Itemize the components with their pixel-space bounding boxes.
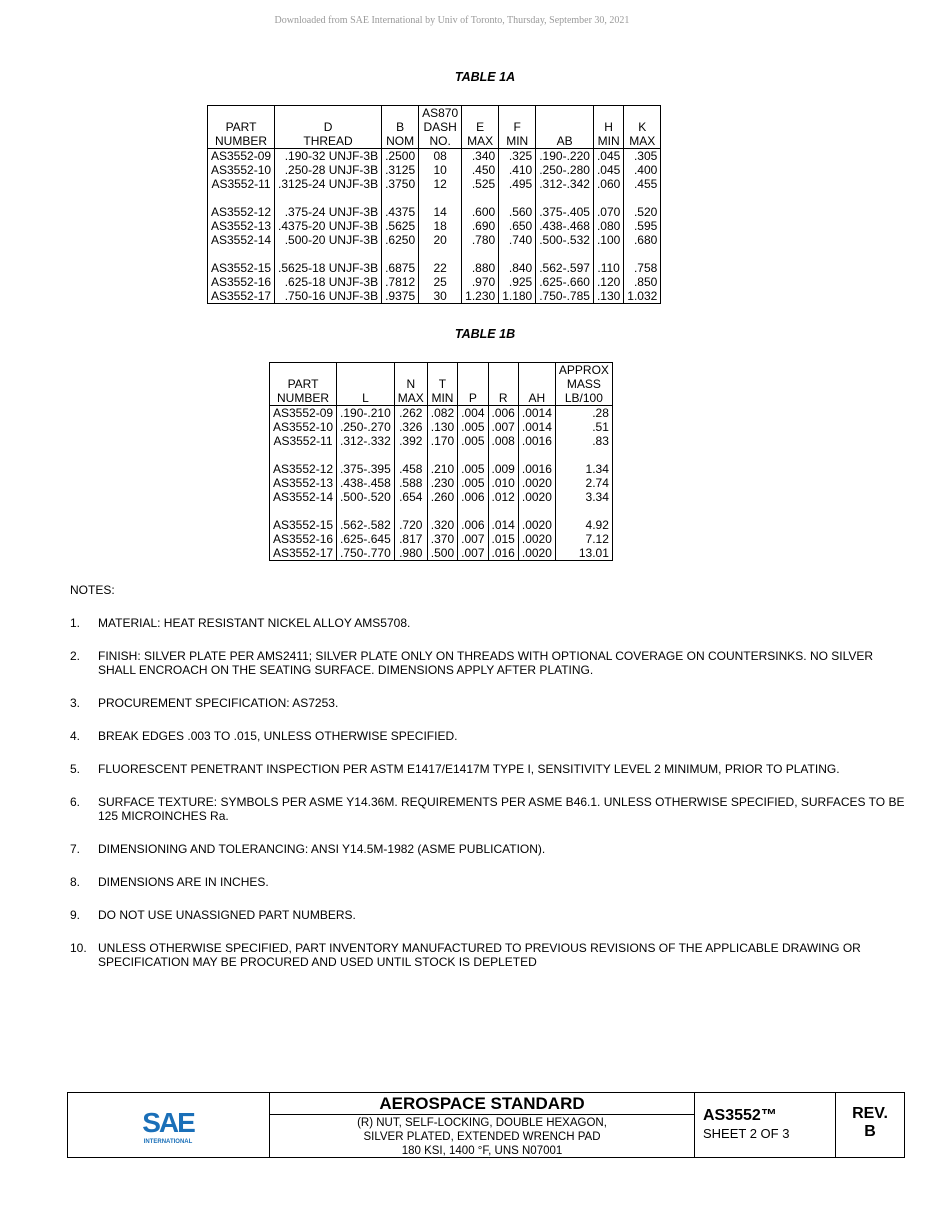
table-cell: AS3552-10 [270, 420, 337, 434]
table-cell: .970 [462, 275, 499, 289]
table-cell: .720 [394, 518, 427, 532]
table-row [270, 518, 613, 532]
note-item [70, 696, 910, 710]
table-cell: .007 [458, 546, 488, 561]
table-spacer-cell [394, 448, 427, 462]
table-cell: .305 [624, 149, 661, 164]
table-cell: .0020 [518, 546, 555, 561]
table-cell: .5625 [382, 219, 419, 233]
table-spacer-cell [208, 191, 275, 205]
table-row [208, 233, 661, 247]
table-cell: .400 [624, 163, 661, 177]
table-row [208, 289, 661, 304]
table-cell: AS3552-14 [270, 490, 337, 504]
table-row [270, 434, 613, 448]
table-cell: .740 [499, 233, 536, 247]
table-cell: .980 [394, 546, 427, 561]
table-cell: .340 [462, 149, 499, 164]
revision-cell [836, 1093, 904, 1157]
table-row-spacer [208, 247, 661, 261]
revision-value: B [864, 1123, 876, 1140]
notes-heading: NOTES: [70, 583, 115, 597]
table-cell: .680 [624, 233, 661, 247]
table-cell: .495 [499, 177, 536, 191]
table-row [208, 275, 661, 289]
note-number: 9. [70, 908, 81, 922]
table-spacer-cell [624, 191, 661, 205]
table-cell: .015 [488, 532, 518, 546]
table-cell: AS3552-15 [208, 261, 275, 275]
table-cell: .312-.332 [337, 434, 395, 448]
table-row [208, 219, 661, 233]
note-text: PROCUREMENT SPECIFICATION: AS7253. [98, 696, 339, 710]
document-number: AS3552™ [703, 1107, 777, 1124]
note-item [70, 875, 910, 889]
table-row [270, 462, 613, 476]
table-cell: .260 [427, 490, 457, 504]
table-cell: .525 [462, 177, 499, 191]
table-cell: .51 [555, 420, 612, 434]
table-1b-header-row [270, 363, 613, 406]
table-cell: 7.12 [555, 532, 612, 546]
note-number: 7. [70, 842, 81, 856]
note-text: MATERIAL: HEAT RESISTANT NICKEL ALLOY AMS5708. [98, 616, 411, 630]
table-cell: .83 [555, 434, 612, 448]
note-number: 6. [70, 795, 81, 809]
table-cell: .0020 [518, 532, 555, 546]
table-1a-title: TABLE 1A [454, 70, 516, 84]
note-text: DO NOT USE UNASSIGNED PART NUMBERS. [98, 908, 356, 922]
table-cell: 10 [419, 163, 462, 177]
table-cell: .850 [624, 275, 661, 289]
note-number: 1. [70, 616, 81, 630]
table-cell: AS3552-17 [208, 289, 275, 304]
description-line-3: 180 KSI, 1400 °F, UNS N07001 [401, 1145, 563, 1157]
table-cell: .750-.770 [337, 546, 395, 561]
table-cell: AS3552-10 [208, 163, 275, 177]
table-cell: .210 [427, 462, 457, 476]
table-cell: .007 [488, 420, 518, 434]
table-spacer-cell [536, 247, 594, 261]
table-1b-body [270, 406, 613, 561]
table-cell: .2500 [382, 149, 419, 164]
table-row [208, 177, 661, 191]
table-cell: .28 [555, 406, 612, 421]
sheet-number: SHEET 2 OF 3 [703, 1126, 790, 1141]
table-cell: 3.34 [555, 490, 612, 504]
table-row [270, 406, 613, 421]
table-row-spacer [270, 504, 613, 518]
table-cell: AS3552-14 [208, 233, 275, 247]
table-spacer-cell [458, 448, 488, 462]
table-spacer-cell [394, 504, 427, 518]
table-cell: .130 [593, 289, 623, 304]
table-cell: .817 [394, 532, 427, 546]
table-cell: .014 [488, 518, 518, 532]
table-spacer-cell [462, 247, 499, 261]
table-spacer-cell [427, 504, 457, 518]
table-cell: .6250 [382, 233, 419, 247]
table-cell: .3125-24 UNJF-3B [275, 177, 382, 191]
table-spacer-cell [419, 191, 462, 205]
table-cell: .595 [624, 219, 661, 233]
table-cell: .880 [462, 261, 499, 275]
table-cell: .312-.342 [536, 177, 594, 191]
table-cell: AS3552-16 [208, 275, 275, 289]
note-item [70, 649, 910, 677]
table-cell: .370 [427, 532, 457, 546]
table-cell: .250-.270 [337, 420, 395, 434]
table-row [270, 420, 613, 434]
table-cell: AS3552-09 [208, 149, 275, 164]
table-spacer-cell [270, 448, 337, 462]
table-cell: 1.230 [462, 289, 499, 304]
table-cell: .082 [427, 406, 457, 421]
table-cell: .120 [593, 275, 623, 289]
sae-logo-wordmark: SAE [142, 1107, 194, 1138]
table-cell: .3750 [382, 177, 419, 191]
table1b-header-cell: L [337, 363, 395, 406]
table-row [208, 261, 661, 275]
table-cell: .562-.582 [337, 518, 395, 532]
note-item [70, 762, 910, 776]
table-cell: AS3552-12 [270, 462, 337, 476]
table-row-spacer [208, 191, 661, 205]
table-cell: .070 [593, 205, 623, 219]
table-cell: .0016 [518, 434, 555, 448]
table-cell: AS3552-09 [270, 406, 337, 421]
table-cell: .654 [394, 490, 427, 504]
table-cell: .750-.785 [536, 289, 594, 304]
note-item [70, 795, 910, 823]
note-text: FLUORESCENT PENETRANT INSPECTION PER ASTM E1417/E1417M TYPE I, SENSITIVITY LEVEL 2 MINIMUM, PRIOR TO PLATING. [98, 762, 840, 776]
table-cell: AS3552-13 [270, 476, 337, 490]
table-cell: .325 [499, 149, 536, 164]
table-cell: .455 [624, 177, 661, 191]
table-cell: .190-.210 [337, 406, 395, 421]
note-number: 4. [70, 729, 81, 743]
table-cell: .045 [593, 149, 623, 164]
table-1b [269, 362, 613, 561]
table1a-header-cell: AS870 DASH NO. [419, 106, 462, 149]
table-cell: .130 [427, 420, 457, 434]
table-cell: .7812 [382, 275, 419, 289]
table1a-header-cell: E MAX [462, 106, 499, 149]
table1b-header-cell: APPROX MASS LB/100 [555, 363, 612, 406]
table-row [208, 205, 661, 219]
table-cell: .0016 [518, 462, 555, 476]
table-cell: .0014 [518, 420, 555, 434]
table-cell: .520 [624, 205, 661, 219]
table-cell: .562-.597 [536, 261, 594, 275]
table-spacer-cell [488, 504, 518, 518]
table-spacer-cell [593, 191, 623, 205]
table-cell: .100 [593, 233, 623, 247]
table-1a [207, 105, 661, 304]
table-cell: .170 [427, 434, 457, 448]
table-cell: .3125 [382, 163, 419, 177]
table-cell: .010 [488, 476, 518, 490]
table-cell: .262 [394, 406, 427, 421]
table-cell: .780 [462, 233, 499, 247]
note-number: 2. [70, 649, 81, 663]
table-cell: .375-.395 [337, 462, 395, 476]
table-cell: .4375 [382, 205, 419, 219]
table-cell: .005 [458, 476, 488, 490]
note-text: DIMENSIONS ARE IN INCHES. [98, 875, 269, 889]
table1a-header-cell: AB [536, 106, 594, 149]
note-item [70, 729, 910, 743]
table-cell: AS3552-15 [270, 518, 337, 532]
table-cell: .230 [427, 476, 457, 490]
table-cell: .500-.532 [536, 233, 594, 247]
table-cell: .375-24 UNJF-3B [275, 205, 382, 219]
note-text: UNLESS OTHERWISE SPECIFIED, PART INVENTORY MANUFACTURED TO PREVIOUS REVISIONS OF THE APPLICABLE DRAWING OR SPECIFICATION MAY BE PROCURED AND USED UNTIL STOCK IS DEPLETED [98, 941, 861, 969]
table-cell: AS3552-11 [270, 434, 337, 448]
table1a-header-cell: B NOM [382, 106, 419, 149]
table1b-header-cell: PART NUMBER [270, 363, 337, 406]
table-cell: 12 [419, 177, 462, 191]
table-cell: .060 [593, 177, 623, 191]
document-number-cell [695, 1093, 836, 1157]
table1a-header-cell: PART NUMBER [208, 106, 275, 149]
table-spacer-cell [337, 504, 395, 518]
table-cell: .006 [488, 406, 518, 421]
revision-label: REV. [852, 1105, 888, 1122]
table-cell: .375-.405 [536, 205, 594, 219]
table-cell: .190-.220 [536, 149, 594, 164]
table-row [270, 476, 613, 490]
table-cell: AS3552-17 [270, 546, 337, 561]
note-number: 5. [70, 762, 81, 776]
table-cell: .250-28 UNJF-3B [275, 163, 382, 177]
table-cell: .450 [462, 163, 499, 177]
table-cell: 4.92 [555, 518, 612, 532]
sae-logo-subtext: INTERNATIONAL [143, 1139, 193, 1145]
table-spacer-cell [488, 448, 518, 462]
note-text: SURFACE TEXTURE: SYMBOLS PER ASME Y14.36M. REQUIREMENTS PER ASME B46.1. UNLESS OTHERWISE SPECIFIED, SURFACES TO BE 125 MICROINCHES Ra. [98, 795, 905, 823]
table-cell: .925 [499, 275, 536, 289]
standard-heading: AEROSPACE STANDARD [270, 1093, 694, 1115]
table-cell: .392 [394, 434, 427, 448]
note-item [70, 941, 910, 969]
table-cell: .588 [394, 476, 427, 490]
table-row [208, 149, 661, 164]
table-spacer-cell [536, 191, 594, 205]
table1a-header-cell: F MIN [499, 106, 536, 149]
table-cell: 2.74 [555, 476, 612, 490]
table-cell: .4375-20 UNJF-3B [275, 219, 382, 233]
table-row [208, 163, 661, 177]
table-cell: .326 [394, 420, 427, 434]
table-cell: .438-.468 [536, 219, 594, 233]
table-cell: 14 [419, 205, 462, 219]
table-spacer-cell [555, 504, 612, 518]
table-row [270, 546, 613, 561]
table-cell: .190-32 UNJF-3B [275, 149, 382, 164]
table-cell: .750-16 UNJF-3B [275, 289, 382, 304]
table-spacer-cell [270, 504, 337, 518]
description-line-1: (R) NUT, SELF-LOCKING, DOUBLE HEXAGON, [357, 1117, 607, 1129]
table-cell: .320 [427, 518, 457, 532]
table-cell: .006 [458, 518, 488, 532]
table1b-header-cell: N MAX [394, 363, 427, 406]
table-cell: 22 [419, 261, 462, 275]
note-item [70, 616, 910, 630]
download-notice: Downloaded from SAE International by Univ of Toronto, Thursday, September 30, 2021 [274, 15, 630, 26]
table-spacer-cell [208, 247, 275, 261]
table-cell: .005 [458, 420, 488, 434]
table-cell: .009 [488, 462, 518, 476]
table-cell: .650 [499, 219, 536, 233]
table-cell: .012 [488, 490, 518, 504]
note-item [70, 842, 910, 856]
table-cell: AS3552-13 [208, 219, 275, 233]
table-spacer-cell [593, 247, 623, 261]
table1b-header-cell: R [488, 363, 518, 406]
table-cell: .0014 [518, 406, 555, 421]
table-spacer-cell [382, 191, 419, 205]
table-cell: .006 [458, 490, 488, 504]
table-cell: .0020 [518, 490, 555, 504]
table-spacer-cell [518, 504, 555, 518]
table1b-header-cell: AH [518, 363, 555, 406]
sae-logo [68, 1093, 270, 1157]
table-cell: .016 [488, 546, 518, 561]
title-block-description [270, 1093, 695, 1157]
table-cell: .250-.280 [536, 163, 594, 177]
table-cell: .840 [499, 261, 536, 275]
table-cell: .110 [593, 261, 623, 275]
table-cell: 18 [419, 219, 462, 233]
table-spacer-cell [499, 191, 536, 205]
table-spacer-cell [275, 191, 382, 205]
table-cell: AS3552-12 [208, 205, 275, 219]
table1b-header-cell: T MIN [427, 363, 457, 406]
table-cell: .410 [499, 163, 536, 177]
table-cell: .6875 [382, 261, 419, 275]
table-cell: 1.032 [624, 289, 661, 304]
note-text: BREAK EDGES .003 TO .015, UNLESS OTHERWISE SPECIFIED. [98, 729, 458, 743]
table-cell: .500-.520 [337, 490, 395, 504]
table-cell: .004 [458, 406, 488, 421]
table-1b-title: TABLE 1B [454, 327, 516, 341]
table-cell: 1.180 [499, 289, 536, 304]
table1a-header-cell: K MAX [624, 106, 661, 149]
table-spacer-cell [499, 247, 536, 261]
table-spacer-cell [337, 448, 395, 462]
table-cell: AS3552-11 [208, 177, 275, 191]
note-number: 10. [70, 941, 87, 955]
table-spacer-cell [419, 247, 462, 261]
table-cell: .458 [394, 462, 427, 476]
table-cell: .600 [462, 205, 499, 219]
table-spacer-cell [624, 247, 661, 261]
table-cell: .008 [488, 434, 518, 448]
table-cell: .5625-18 UNJF-3B [275, 261, 382, 275]
note-text: FINISH: SILVER PLATE PER AMS2411; SILVER PLATE ONLY ON THREADS WITH OPTIONAL COVERAGE ON COUNTERSINKS. NO SILVER SHALL ENCROACH ON THE SEATING SURFACE. DIMENSIONS APPLY AFTER PLATING. [98, 649, 874, 677]
note-item [70, 908, 910, 922]
table-cell: .758 [624, 261, 661, 275]
table-cell: .625-18 UNJF-3B [275, 275, 382, 289]
table-cell: 1.34 [555, 462, 612, 476]
table1a-header-cell: H MIN [593, 106, 623, 149]
table-cell: .0020 [518, 518, 555, 532]
table-cell: 13.01 [555, 546, 612, 561]
title-block [67, 1092, 905, 1158]
table-cell: .500-20 UNJF-3B [275, 233, 382, 247]
table-cell: 25 [419, 275, 462, 289]
table-1a-body [208, 149, 661, 304]
table-row [270, 532, 613, 546]
table-cell: 30 [419, 289, 462, 304]
sae-logo-icon [68, 1093, 269, 1157]
table-cell: AS3552-16 [270, 532, 337, 546]
table-cell: .007 [458, 532, 488, 546]
table-spacer-cell [518, 448, 555, 462]
table-cell: 08 [419, 149, 462, 164]
table-spacer-cell [427, 448, 457, 462]
table-cell: .625-.660 [536, 275, 594, 289]
table-cell: .045 [593, 163, 623, 177]
table-cell: .080 [593, 219, 623, 233]
table-row-spacer [270, 448, 613, 462]
table-cell: .005 [458, 434, 488, 448]
table-spacer-cell [555, 448, 612, 462]
table-cell: .9375 [382, 289, 419, 304]
note-number: 8. [70, 875, 81, 889]
table-cell: .690 [462, 219, 499, 233]
table-cell: .0020 [518, 476, 555, 490]
table-cell: .560 [499, 205, 536, 219]
table1b-header-cell: P [458, 363, 488, 406]
note-text: DIMENSIONING AND TOLERANCING: ANSI Y14.5M-1982 (ASME PUBLICATION). [98, 842, 546, 856]
table-cell: .005 [458, 462, 488, 476]
note-number: 3. [70, 696, 81, 710]
table-spacer-cell [458, 504, 488, 518]
table-spacer-cell [275, 247, 382, 261]
table-cell: .438-.458 [337, 476, 395, 490]
table-row [270, 490, 613, 504]
description-line-2: SILVER PLATED, EXTENDED WRENCH PAD [363, 1131, 601, 1143]
table-cell: .625-.645 [337, 532, 395, 546]
table-cell: 20 [419, 233, 462, 247]
table-spacer-cell [382, 247, 419, 261]
table-spacer-cell [462, 191, 499, 205]
table1a-header-cell: D THREAD [275, 106, 382, 149]
table-1a-header-row [208, 106, 661, 149]
table-cell: .500 [427, 546, 457, 561]
